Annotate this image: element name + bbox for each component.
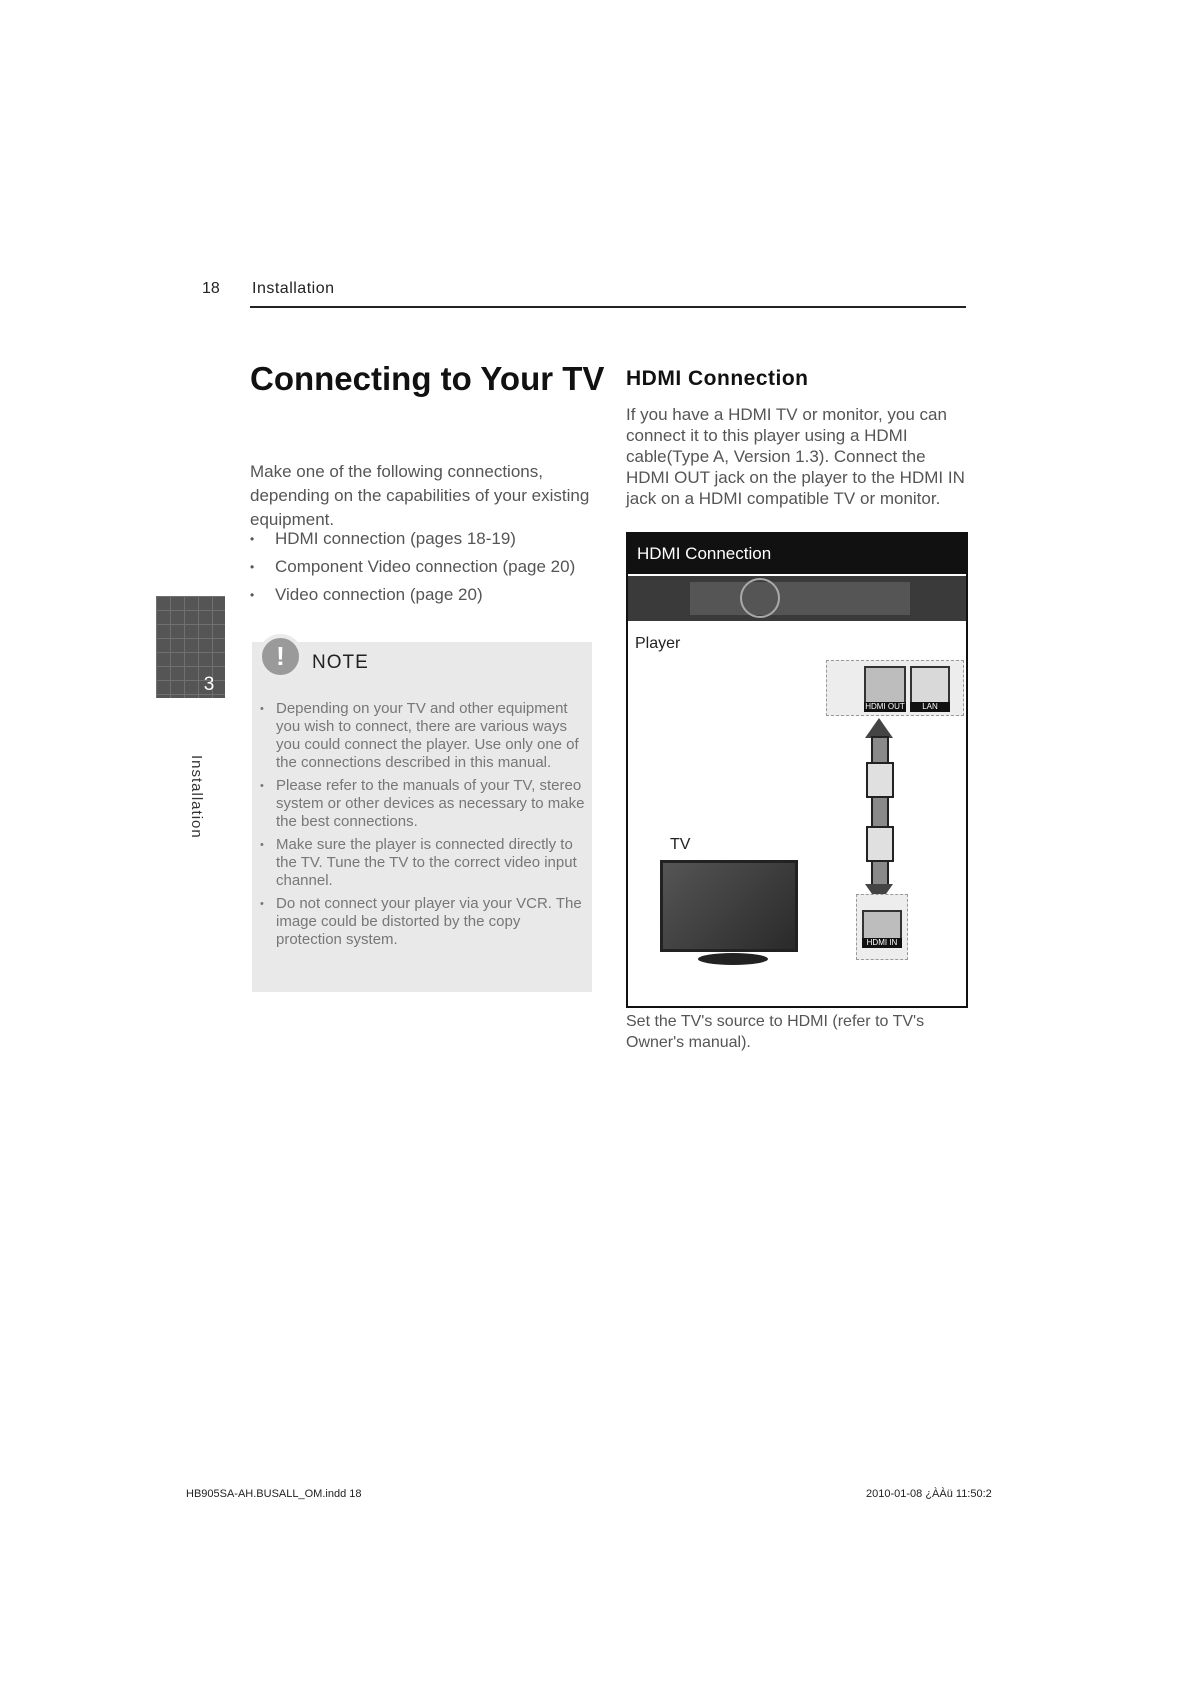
- connection-list: [250, 529, 595, 613]
- page-number: 18: [202, 280, 220, 297]
- chapter-number: 3: [203, 674, 215, 695]
- hdmi-in-tag: HDMI IN: [862, 938, 902, 948]
- note-item: • Please refer to the manuals of your TV, stereo system or other devices as necessary to make the best connections.: [260, 777, 590, 831]
- note-item: • Depending on your TV and other equipment you wish to connect, there are various ways you could connect the player. Use only one of the connections described in this manual.: [260, 700, 590, 772]
- tv-stand: [698, 953, 768, 965]
- list-item: • Video connection (page 20): [250, 585, 595, 605]
- hdmi-intro-text: If you have a HDMI TV or monitor, you can connect it to this player using a HDMI cable(Type A, Version 1.3). Connect the HDMI OUT jack on the player to the HDMI IN jack on a HDMI compatible TV or monitor.: [626, 405, 965, 508]
- note-item: • Make sure the player is connected directly to the TV. Tune the TV to the correct video input channel.: [260, 836, 590, 890]
- tv-icon: [660, 860, 798, 952]
- list-item: • Component Video connection (page 20): [250, 557, 595, 577]
- figure-caption: Set the TV's source to HDMI (refer to TV's Owner's manual).: [626, 1013, 925, 1051]
- arrow-up-icon: [865, 718, 893, 738]
- disc-icon: [740, 578, 780, 618]
- section-title: Installation: [252, 280, 335, 297]
- player-front-panel: [690, 582, 910, 615]
- header-divider: [250, 306, 966, 308]
- tv-label: TV: [670, 836, 691, 853]
- note-item: • Do not connect your player via your VCR. The image could be distorted by the copy protection system.: [260, 895, 590, 949]
- page-title: Connecting to Your TV: [250, 360, 605, 397]
- hdmi-plug-icon: [866, 762, 894, 798]
- exclamation-icon: !: [258, 634, 303, 679]
- hdmi-plug-icon: [866, 826, 894, 862]
- note-title: NOTE: [312, 652, 369, 673]
- list-item: • HDMI connection (pages 18-19): [250, 529, 595, 549]
- intro-text: Make one of the following connections, depending on the capabilities of your existing equipment.: [250, 462, 590, 529]
- figure-header: HDMI Connection: [628, 534, 966, 574]
- hdmi-connection-figure: [626, 532, 968, 1008]
- hdmi-out-tag: HDMI OUT: [865, 702, 905, 711]
- chapter-label: Installation: [188, 755, 205, 839]
- note-list: [260, 700, 590, 954]
- footer-file: HB905SA-AH.BUSALL_OM.indd 18: [186, 1488, 362, 1500]
- hdmi-cable: [871, 736, 889, 886]
- lan-tag: LAN: [910, 702, 950, 712]
- section-heading: HDMI Connection: [626, 367, 809, 390]
- footer-timestamp: 2010-01-08 ¿ÀÀü 11:50:2: [866, 1488, 992, 1500]
- player-label: Player: [635, 635, 681, 652]
